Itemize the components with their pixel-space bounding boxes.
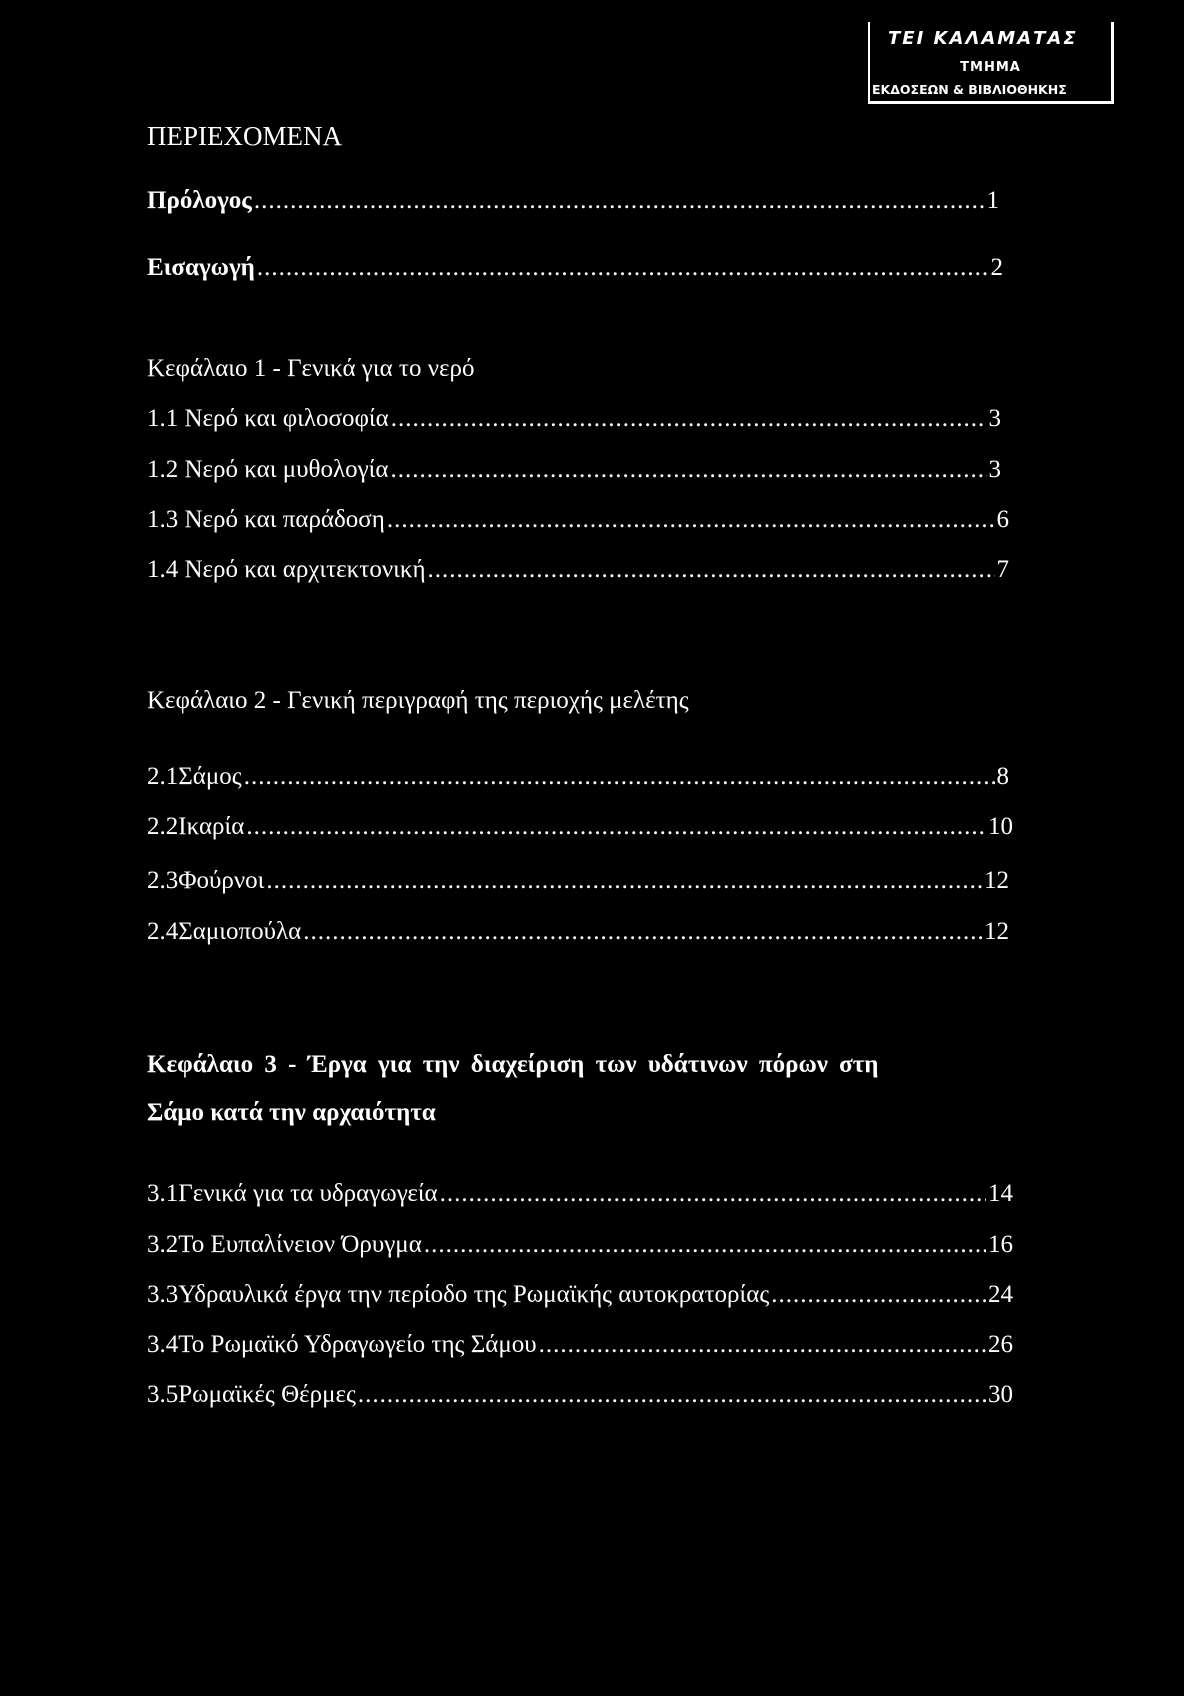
toc-entry-label: Σάμος bbox=[178, 763, 242, 790]
page-title: ΠΕΡΙΕΧΟΜΕΝΑ bbox=[147, 121, 342, 151]
toc-entry bbox=[147, 1177, 1013, 1211]
toc-entry-number: 2.2 bbox=[147, 813, 179, 840]
toc-entry-number: 2.4 bbox=[147, 918, 179, 945]
toc-entry-label: Πρόλογος bbox=[147, 187, 252, 214]
toc-entry-label: 1.1 Νερό και φιλοσοφία bbox=[147, 405, 389, 432]
toc-page-number: 3 bbox=[988, 405, 1001, 432]
stamp-line-2: ΤΜΗΜΑ bbox=[960, 60, 1021, 75]
toc-leader-dots bbox=[391, 402, 987, 436]
toc-leader-dots bbox=[257, 251, 989, 285]
toc-leader-dots bbox=[539, 1328, 986, 1362]
toc-leader-dots bbox=[440, 1177, 986, 1211]
toc-entry-number: 3.5 bbox=[147, 1381, 179, 1408]
stamp-line-1: ΤΕΙ ΚΑΛΑΜΑΤΑΣ bbox=[888, 28, 1078, 49]
toc-leader-dots bbox=[244, 760, 995, 794]
toc-page-number: 12 bbox=[984, 867, 1009, 894]
toc-entry bbox=[147, 553, 1009, 587]
toc-page-number: 10 bbox=[988, 813, 1013, 840]
toc-entry bbox=[147, 503, 1009, 537]
toc-entry-label: 1.4 Νερό και αρχιτεκτονική bbox=[147, 556, 426, 583]
toc-entry-number: 2.1 bbox=[147, 763, 179, 790]
toc-entry-label: Σαμιοπούλα bbox=[178, 918, 302, 945]
toc-leader-dots bbox=[266, 864, 982, 898]
toc-entry-label: 1.2 Νερό και μυθολογία bbox=[147, 456, 389, 483]
toc-entry bbox=[147, 402, 1001, 436]
toc-entry bbox=[147, 1378, 1013, 1412]
toc-entry-label: Φούρνοι bbox=[178, 867, 265, 894]
toc-page-number: 6 bbox=[996, 506, 1009, 533]
toc-leader-dots bbox=[387, 503, 995, 537]
library-stamp bbox=[868, 22, 1114, 104]
toc-entry-label: Υδραυλικά έργα την περίοδο της Ρωμαϊκής αυτοκρατορίας bbox=[178, 1281, 770, 1308]
toc-leader-dots bbox=[428, 553, 995, 587]
chapter-1-title: Κεφάλαιο 1 - Γενικά για το νερό bbox=[147, 355, 475, 382]
toc-entry-number: 3.3 bbox=[147, 1281, 179, 1308]
toc-page-number: 8 bbox=[996, 763, 1009, 790]
chapter-2-title: Κεφάλαιο 2 - Γενική περιγραφή της περιοχής μελέτης bbox=[147, 687, 689, 714]
toc-entry bbox=[147, 810, 1013, 844]
toc-entry bbox=[147, 453, 1001, 487]
toc-entry bbox=[147, 1278, 1013, 1312]
toc-entry bbox=[147, 915, 1009, 949]
toc-page-number: 26 bbox=[988, 1331, 1013, 1358]
toc-entry-number: 3.2 bbox=[147, 1231, 179, 1258]
toc-entry-label: Το Ευπαλίνειον Όρυγμα bbox=[178, 1231, 422, 1258]
toc-leader-dots bbox=[390, 453, 986, 487]
toc-entry-number: 3.4 bbox=[147, 1331, 179, 1358]
toc-page-number: 7 bbox=[996, 556, 1009, 583]
toc-entry bbox=[147, 1328, 1013, 1362]
toc-page-number: 12 bbox=[984, 918, 1009, 945]
toc-leader-dots bbox=[303, 915, 982, 949]
chapter-3-title: Κεφάλαιο 3 - Έργα για την διαχείριση των υδάτινων πόρων στη bbox=[147, 1051, 879, 1078]
toc-entry-label: Το Ρωμαϊκό Υδραγωγείο της Σάμου bbox=[178, 1331, 537, 1358]
toc-leader-dots bbox=[424, 1228, 986, 1262]
toc-page-number: 24 bbox=[988, 1281, 1013, 1308]
toc-entry-label: Ικαρία bbox=[178, 813, 245, 840]
toc-page-number: 14 bbox=[988, 1180, 1013, 1207]
toc-entry-prologue bbox=[147, 184, 999, 218]
toc-entry-number: 2.3 bbox=[147, 867, 179, 894]
toc-entry-number: 3.1 bbox=[147, 1180, 179, 1207]
toc-entry-label: Εισαγωγή bbox=[147, 254, 255, 281]
toc-entry-label: 1.3 Νερό και παράδοση bbox=[147, 506, 385, 533]
stamp-line-3: ΕΚΔΟΣΕΩΝ & ΒΙΒΛΙΟΘΗΚΗΣ bbox=[872, 82, 1067, 97]
toc-entry bbox=[147, 1228, 1013, 1262]
toc-leader-dots bbox=[771, 1278, 986, 1312]
chapter-3-title-continued: Σάμο κατά την αρχαιότητα bbox=[147, 1099, 436, 1126]
toc-leader-dots bbox=[254, 184, 985, 218]
toc-leader-dots bbox=[246, 810, 986, 844]
toc-entry-label: Γενικά για τα υδραγωγεία bbox=[178, 1180, 438, 1207]
toc-leader-dots bbox=[358, 1378, 986, 1412]
toc-page-number: 30 bbox=[988, 1381, 1013, 1408]
toc-entry bbox=[147, 864, 1009, 898]
toc-page-number: 1 bbox=[986, 187, 999, 214]
toc-page-number: 3 bbox=[988, 456, 1001, 483]
toc-entry bbox=[147, 760, 1009, 794]
toc-entry-introduction bbox=[147, 251, 1003, 285]
toc-entry-label: Ρωμαϊκές Θέρμες bbox=[178, 1381, 356, 1408]
toc-page-number: 16 bbox=[988, 1231, 1013, 1258]
toc-page-number: 2 bbox=[990, 254, 1003, 281]
